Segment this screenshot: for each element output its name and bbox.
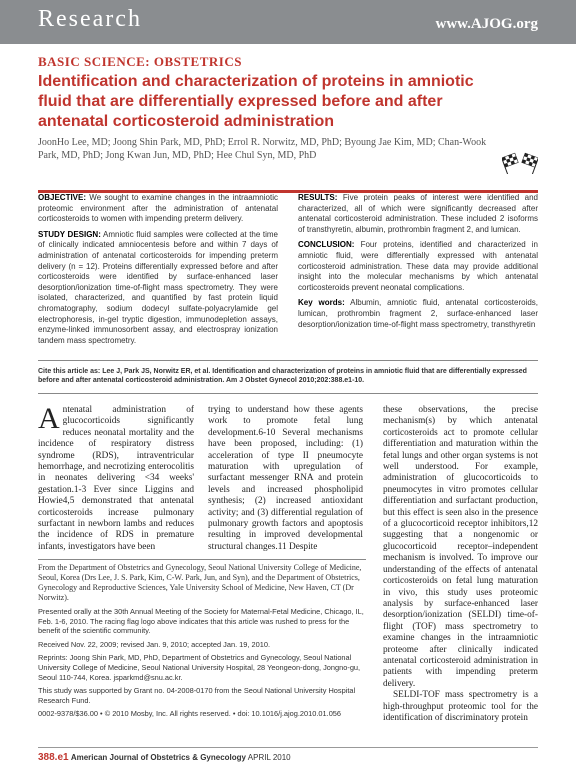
objective-text: We sought to examine changes in the intraamniotic proteomic environment after the administration of antenatal corticosteroids to women with impending preterm delivery. xyxy=(38,193,278,224)
abstract-conclusion xyxy=(298,240,538,293)
section-label: Research xyxy=(38,6,142,32)
study-design-label: STUDY DESIGN: xyxy=(38,229,101,239)
article-notes xyxy=(38,563,366,723)
abstract-left-column xyxy=(38,193,278,351)
notes-rule xyxy=(38,559,366,560)
affiliation-note: From the Department of Obstetrics and Gynecology, Seoul National University College of Medicine, Seoul, Korea (Drs Lee, J. S. Park, Kim, C-W. Park, Jun, and Syn), and the Department of Obstetrics, Gynecology and Reproductive Sciences, Yale University School of Medicine, New Haven, CT (Dr Norwitz). xyxy=(38,563,362,602)
keywords-label: Key words: xyxy=(298,298,345,308)
results-label: RESULTS: xyxy=(298,193,338,202)
body-column-1 xyxy=(38,402,194,553)
abstract-study-design xyxy=(38,230,278,347)
copyright-note: 0002-9378/$36.00 • © 2010 Mosby, Inc. All rights reserved. • doi: 10.1016/j.ajog.2010.01.056 xyxy=(38,709,342,719)
abstract-keywords xyxy=(298,298,538,330)
abstract-bottom-rule xyxy=(38,360,538,361)
article-section: BASIC SCIENCE: OBSTETRICS xyxy=(38,54,242,69)
page-number: 388.e1 xyxy=(38,752,69,763)
results-text: Five protein peaks of interest were identified and characterized, all of which were significantly decreased after antenatal corticosteroid administration. These included 2 isoforms of transthyretin, albumin, prothrombin fragment 2, and lumican. xyxy=(298,193,538,234)
support-note: This study was supported by Grant no. 04-2008-0170 from the Seoul National University Hospital Research Fund. xyxy=(38,686,356,705)
body-text-1: ntenatal administration of glucocorticoids significantly reduces neonatal mortality and the incidence of respiratory distress syndrome (RDS), intraventricular hemorrhage, and necrotizing enterocolitis in neonates delivering <34 weeks' gestation.1-3 Ever since Liggins and Howie4,5 demonstrated that antenatal corticosteroids increase pulmonary surfactant in newborn lambs and reduces the incidence of RDS in premature infants, investigators have been xyxy=(38,405,194,552)
author-list: JoonHo Lee, MD; Joong Shin Park, MD, PhD; Errol R. Norwitz, MD, PhD; Byoung Jae Kim, MD; Chan-Wook Park, MD, PhD; Jong Kwan Jun, MD, PhD; Hee Chul Syn, MD, PhD xyxy=(38,137,487,161)
issue-date: APRIL 2010 xyxy=(247,753,291,762)
abstract-results xyxy=(298,193,538,235)
article-title: Identification and characterization of proteins in amniotic fluid that are differentially expressed before and after antenatal corticosteroid administration xyxy=(38,73,474,130)
objective-label: OBJECTIVE: xyxy=(38,193,87,202)
journal-url[interactable]: www.AJOG.org xyxy=(435,16,538,32)
footer-rule xyxy=(38,747,538,748)
citation-rule xyxy=(38,393,538,394)
reprints-note: Reprints: Joong Shin Park, MD, PhD, Department of Obstetrics and Gynecology, Seoul National University College of Medicine, Seoul National University Hospital, 28 Yeongeon-dong, Jongno-gu, Seoul 110-744, Korea. jsparkmd@snu.ac.kr. xyxy=(38,653,361,682)
abstract-objective xyxy=(38,193,278,225)
conclusion-label: CONCLUSION: xyxy=(298,240,355,250)
received-note: Received Nov. 22, 2009; revised Jan. 9, 2010; accepted Jan. 19, 2010. xyxy=(38,639,270,649)
body-column-2 xyxy=(208,405,363,553)
conclusion-text: Four proteins, identified and characterized in amniotic fluid, were differentially expressed with antenatal corticosteroid administration. These data may provide additional insight into the molecular mechanisms by which antenatal corticosteroids prevent neonatal complications. xyxy=(298,240,538,292)
body-text-3b: SELDI-TOF mass spectrometry is a high-throughput proteomic tool for the identification of discriminatory protein xyxy=(383,690,538,723)
body-text-3: these observations, the precise mechanism(s) by which antenatal corticosteroids act to promote cellular differentiation and maturation within the fetal lungs and other organ systems is not well understood. For example, administration of glucocorticoids to pneumocytes in vitro promotes cellular differentiation and surfactant production, but this effect is seen also in the presence of a glucocorticoid receptor inhibitors,12 suggesting that a nongenomic or glucocorticoid receptor–independent mechanism is involved. To improve our understanding of the effects of antenatal corticosteroids on fetal lung maturation in vivo, this study uses proteomic analysis by surface-enhanced laser desorption/ionization (SELDI) time-of-flight (TOF) mass spectrometry to examine changes in the intraamniotic proteome after clinically indicated antenatal corticosteroid administration in patients with impending preterm delivery. xyxy=(383,405,538,689)
abstract-right-column xyxy=(298,193,538,335)
racing-flag-icon xyxy=(502,152,538,174)
body-text-2: trying to understand how these agents work to promote fetal lung development.6-10 Several mechanisms have been proposed, including: (1) acceleration of type II pneumocyte maturation with upregulation of surfactant messenger RNA and protein levels and increased phospholipid synthesis; (2) increased antioxidant activity; and (3) differential regulation of pulmonary growth factors and apoptosis resulting in improved developmental structural changes.11 Despite xyxy=(208,405,363,552)
page-footer xyxy=(38,752,291,763)
keywords-text: Albumin, amniotic fluid, antenatal corticosteroids, lumican, prothrombin fragment 2, surface-enhanced laser desorption/ionization time-of-flight mass spectrometry, transthyretin xyxy=(298,298,539,329)
drop-cap: A xyxy=(38,402,60,435)
citation: Cite this article as: Lee J, Park JS, Norwitz ER, et al. Identification and characterization of proteins in amniotic fluid that are differentially expressed before and after antenatal corticosteroid administration. Am J Obstet Gynecol 2010;202:388.e1-10. xyxy=(38,368,527,384)
presented-note: Presented orally at the 30th Annual Meeting of the Society for Maternal-Fetal Medicine, Chicago, IL, Feb. 1-6, 2010. The racing flag logo above indicates that this article was rushed to press for the benefit of the scientific community. xyxy=(38,607,364,636)
journal-name: American Journal of Obstetrics & Gynecology xyxy=(70,753,246,762)
study-design-text: Amniotic fluid samples were collected at the time of clinically indicated amniocentesis before and within 7 days of administration of antenatal corticosteroids for impending preterm delivery (n = 12). Proteins differentially expressed before and after corticosteroids were identified by surface-enhanced laser desorption/ionization time-of-flight mass spectrometry. They were isolated, characterized, and quantified by fast protein liquid chromatography, sodium dodecyl sulfate-polyacrylamide gel electrophoresis, in-gel tryptic digestion, immunodepletion assays, enzyme-linked immunosorbent assay, and electrospray ionization tandem mass spectrometry. xyxy=(38,229,279,345)
body-column-3 xyxy=(383,405,538,724)
